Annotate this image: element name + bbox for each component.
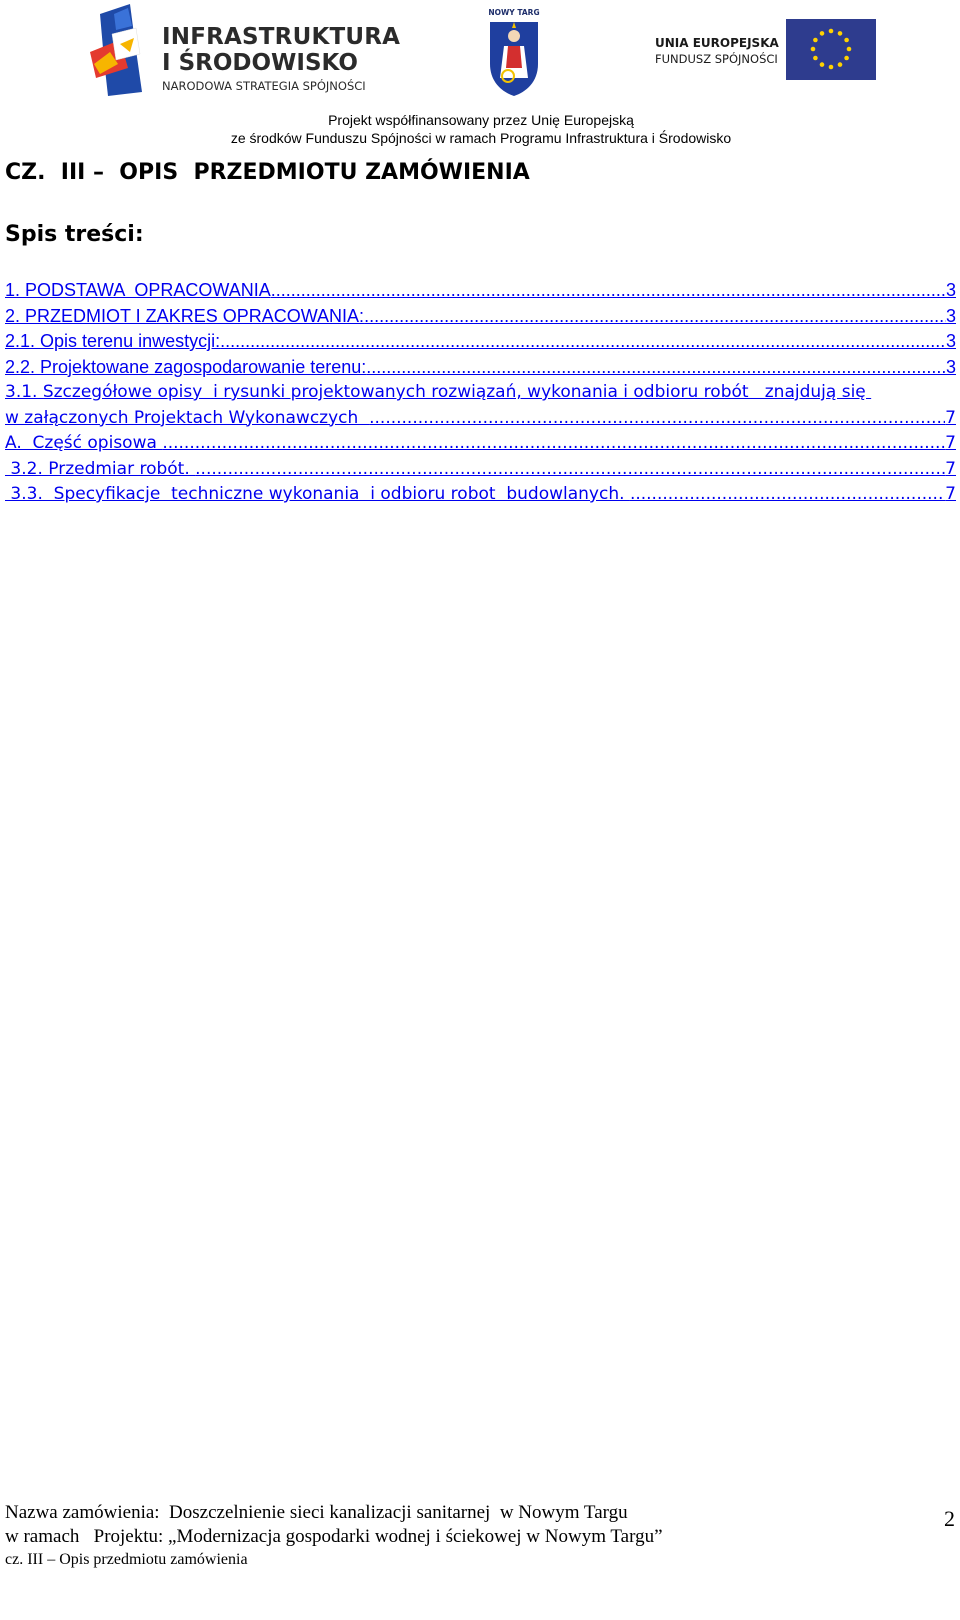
eu-logo-line1: UNIA EUROPEJSKA <box>655 36 779 50</box>
infra-logo-line3: NARODOWA STRATEGIA SPÓJNOŚCI <box>162 79 366 93</box>
cofunding-line2: ze środków Funduszu Spójności w ramach Programu Infrastruktura i Środowisko <box>230 130 732 146</box>
toc-leader-dots <box>271 280 946 301</box>
toc-leader-dots <box>366 357 946 378</box>
toc-leader-dots <box>162 433 945 453</box>
footer-project-name: w ramach Projektu: „Modernizacja gospodarki wodnej i ściekowej w Nowym Targu” <box>5 1526 663 1547</box>
toc-entry-label-line2: w załączonych Projektach Wykonawczych <box>5 407 370 428</box>
footer-section-name: cz. III – Opis przedmiotu zamówienia <box>5 1551 248 1568</box>
crest-label: NOWY TARG <box>488 8 540 17</box>
toc-entry-page: 3 <box>945 280 956 300</box>
toc-entry-line2 <box>5 408 956 434</box>
toc-leader-dots <box>369 408 945 428</box>
cofunding-line1: Projekt współfinansowany przez Unię Europejską <box>328 112 634 128</box>
toc-entry[interactable] <box>5 306 956 332</box>
toc-entry[interactable] <box>5 484 956 510</box>
toc-entry-page: 7 <box>945 484 956 504</box>
toc-entry-label: 1. PODSTAWA OPRACOWANIA <box>5 280 271 300</box>
infra-logo-line1: INFRASTRUKTURA <box>162 24 401 50</box>
footer-order-name: Nazwa zamówienia: Doszczelnienie sieci kanalizacji sanitarnej w Nowym Targu <box>5 1502 628 1523</box>
eu-logo-line2: FUNDUSZ SPÓJNOŚCI <box>655 52 778 66</box>
toc-entry[interactable] <box>5 433 956 459</box>
toc-entry-page: 7 <box>945 458 956 479</box>
toc-entry-label: 2.1. Opis terenu inwestycji: <box>5 331 221 351</box>
table-of-contents <box>5 280 956 510</box>
nowy-targ-crest <box>486 8 542 96</box>
toc-entry-label: 2.2. Projektowane zagospodarowanie terenu: <box>5 356 367 377</box>
eu-logo-text <box>655 36 779 66</box>
toc-entry-page: 3 <box>945 331 956 351</box>
toc-entry-label: 3.2. Przedmiar robót. <box>5 458 196 479</box>
toc-entry-label: 2. PRZEDMIOT I ZAKRES OPRACOWANIA: <box>5 305 365 326</box>
document-title: CZ. III – OPIS PRZEDMIOTU ZAMÓWIENIA <box>5 160 530 185</box>
infra-logo-line2: I ŚRODOWISKO <box>162 50 358 76</box>
toc-entry[interactable] <box>5 382 956 433</box>
toc-entry[interactable] <box>5 280 956 306</box>
toc-entry[interactable] <box>5 357 956 383</box>
toc-entry[interactable] <box>5 459 956 485</box>
toc-leader-dots <box>220 331 946 352</box>
toc-leader-dots <box>630 484 945 504</box>
toc-entry-page: 3 <box>945 356 956 377</box>
flag-logo-icon <box>90 4 152 96</box>
coat-of-arms-icon <box>486 20 542 96</box>
infrastruktura-srodowisko-logo <box>90 4 401 96</box>
toc-leader-dots <box>195 459 945 479</box>
toc-entry-label-line1: 3.1. Szczegółowe opisy i rysunki projektowanych rozwiązań, wykonania i odbioru robót znajdują się <box>5 382 872 402</box>
toc-leader-dots <box>364 306 946 327</box>
page-header <box>0 0 960 150</box>
page-number: 2 <box>944 1506 955 1531</box>
toc-entry-label: A. Część opisowa <box>5 433 163 453</box>
toc-entry[interactable] <box>5 331 956 357</box>
toc-heading: Spis treści: <box>5 222 144 247</box>
toc-entry-page: 7 <box>945 433 956 453</box>
toc-entry-page: 7 <box>945 407 956 428</box>
page-footer <box>5 1501 955 1571</box>
cofunding-note <box>216 111 746 147</box>
toc-entry-page: 3 <box>945 305 956 326</box>
eu-flag-icon <box>786 19 876 80</box>
toc-entry-label: 3.3. Specyfikacje techniczne wykonania i odbioru robot budowlanych. <box>5 484 630 504</box>
